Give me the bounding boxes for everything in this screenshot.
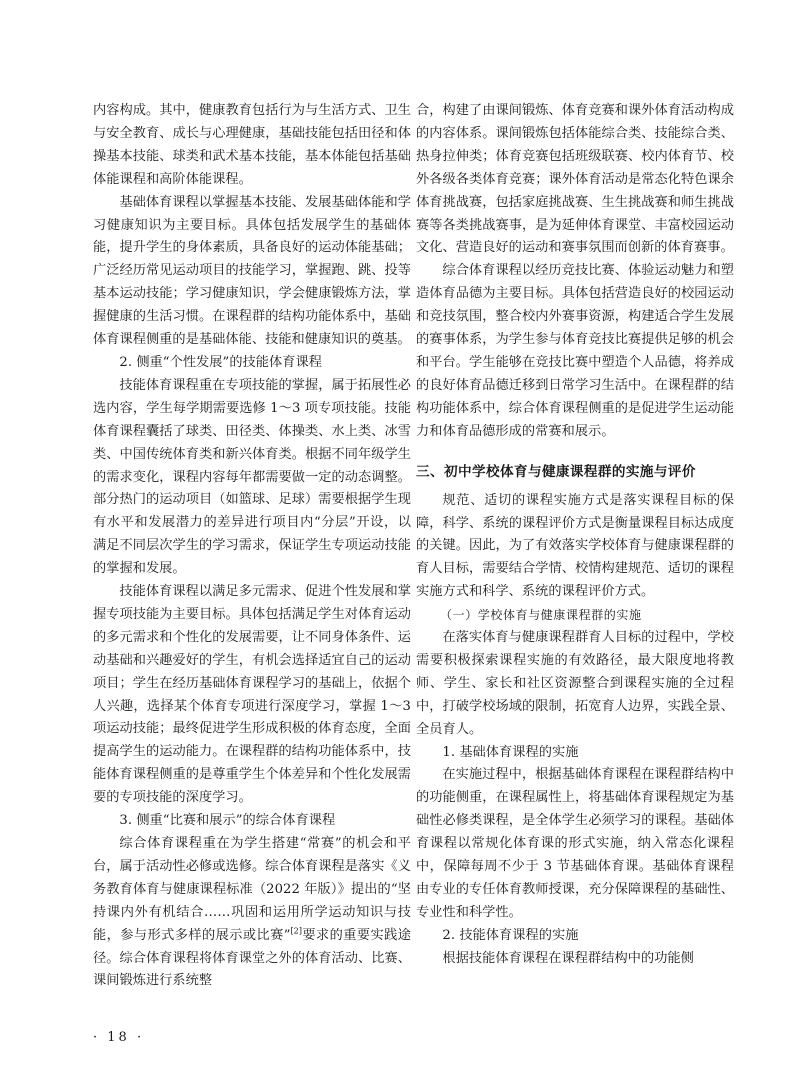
subsection-heading: 1. 基础体育课程的实施 [442,744,579,760]
paragraph: 内容构成。其中，健康教育包括行为与生活方式、卫生与安全教育、成长与心理健康，基础技能包括田径和体操基本技能、球类和武术基本技能，基本体能包括基础体能课程和高阶体能课程。 [93,103,411,187]
right-column [416,100,734,971]
paragraph: 综合体育课程以经历竞技比赛、体验运动魅力和塑造体育品德为主要目标。具体包括营造良好的校园运动和竞技氛围，整合校内外赛事资源，构建适合学生发展的赛事体系，为学生参与体育竞技比赛提供足够的机会和平台。学生能够在竞技比赛中塑造个人品德，将养成的良好体育品德迁移到日常学习生活中。在课程群的结构功能体系中，综合体育课程侧重的是促进学生运动能力和体育品德形成的常赛和展示。 [416,263,734,439]
citation-marker: [2] [290,926,302,936]
subheading: （一）学校体育与健康课程群的实施 [440,608,642,623]
subsection-heading: 2. 侧重“个性发展”的技能体育课程 [119,354,322,370]
paragraph: 在落实体育与健康课程群育人目标的过程中，学校需要积极探索课程实施的有效路径，最大限度地将教师、学生、家长和社区资源整合到课程实施的全过程中，打破学校场域的限制，拓宽育人边界，实践全景、全员育人。 [416,630,734,737]
subsection-heading: 3. 侧重“比赛和展示”的综合体育课程 [119,813,336,829]
paragraph-with-citation: 综合体育课程重在为学生搭建“常赛”的机会和平台，属于活动性必修或选修。综合体育课程是落实《义务教育体育与健康课程标准（2022 年版）》提出的“坚持课内外有机结合……巩固和运用所学运动知识与技能，参与形式多样的展示或比赛”[2]要求的重要实践途径。综合体育课程将体育课堂之外的体育活动、比赛、课间锻炼进行系统整 [93,836,411,989]
paragraph: 规范、适切的课程实施方式是落实课程目标的保障，科学、系统的课程评价方式是衡量课程目标达成度的关键。因此，为了有效落实学校体育与健康课程群的育人目标，需要结合学情、校情构建规范、适切的课程实施方式和科学、系统的课程评价方式。 [416,492,734,600]
page-number: · 18 · [93,1030,145,1045]
section-heading: 三、初中学校体育与健康课程群的实施与评价 [416,463,696,480]
paragraph: 合，构建了由课间锻炼、体育竞赛和课外体育活动构成的内容体系。课间锻炼包括体能综合类、技能综合类、热身拉伸类；体育竞赛包括班级联赛、校内体育节、校外各级各类体育竞赛；课外体育活动是常态化特色课余体育挑战赛，包括家庭挑战赛、生生挑战赛和师生挑战赛等各类挑战赛事，是为延伸体育课堂、丰富校园运动文化、营造良好的运动和赛事氛围而创新的体育赛事。 [416,103,734,256]
paragraph: 技能体育课程以满足多元需求、促进个性发展和掌握专项技能为主要目标。具体包括满足学生对体育运动的多元需求和个性化的发展需要，让不同身体条件、运动基础和兴趣爱好的学生，有机会选择适宜自己的运动项目；学生在经历基础体育课程学习的基础上，依据个人兴趣，选择某个体育专项进行深度学习，掌握 1～3 项运动技能；最终促进学生形成积极的体育态度，全面提高学生的运动能力。在课程群的结构功能体系中，技能体育课程侧重的是尊重学生个体差异和个性化发展需要的专项技能的深度学习。 [93,584,411,806]
paragraph: 基础体育课程以掌握基本技能、发展基础体能和学习健康知识为主要目标。具体包括发展学生的基础体能，提升学生的身体素质，具备良好的运动体能基础；广泛经历常见运动项目的技能学习，掌握跑、跳、投等基本运动技能；学习健康知识，学会健康锻炼方法，掌握健康的生活习惯。在课程群的结构功能体系中，基础体育课程侧重的是基础体能、技能和健康知识的奠基。 [93,194,411,348]
subsection-heading: 2. 技能体育课程的实施 [442,927,579,943]
paragraph: 技能体育课程重在专项技能的掌握，属于拓展性必选内容，学生每学期需要选修 1～3 项专项技能。技能体育课程囊括了球类、田径类、体操类、水上类、冰雪类、中国传统体育类和新兴体育类。根据不同年级学生的需求变化，课程内容每年都需要做一定的动态调整。部分热门的运动项目（如篮球、足球）需要根据学生现有水平和发展潜力的差异进行项目内“分层”开设，以满足不同层次学生的学习需求，保证学生专项运动技能的掌握和发展。 [93,377,411,577]
left-column [93,100,411,993]
paragraph: 根据技能体育课程在课程群结构中的功能侧 [442,950,694,966]
paragraph: 在实施过程中，根据基础体育课程在课程群结构中的功能侧重，在课程属性上，将基础体育课程规定为基础性必修类课程，是全体学生必须学习的课程。基础体育课程以常规化体育课的形式实施，纳入常态化课程中，保障每周不少于 3 节基础体育课。基础体育课程由专业的专任体育教师授课，充分保障课程的基础性、专业性和科学性。 [416,767,734,920]
